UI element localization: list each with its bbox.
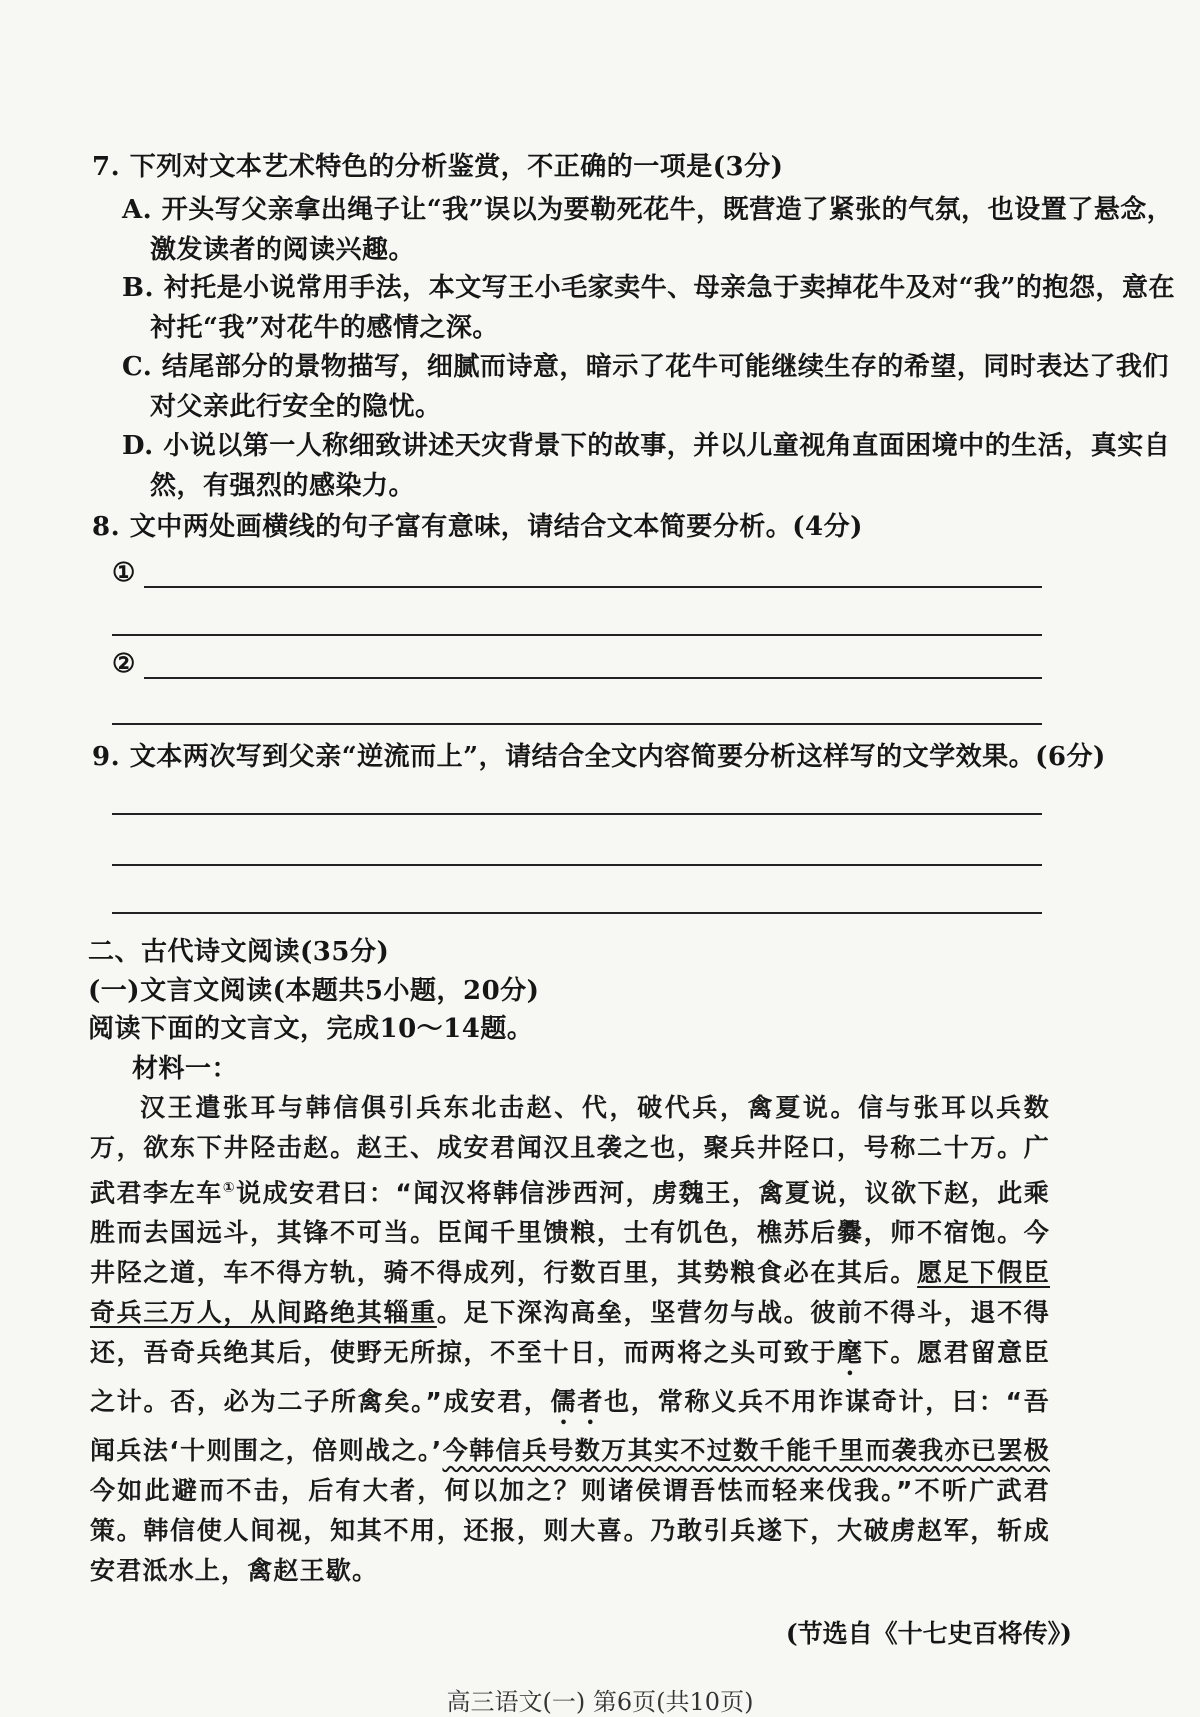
passage-text: 也，常称义兵不用诈谋奇计，曰：“吾闻兵法‘十则围之，倍则战之。’ [90,1387,1050,1466]
answer-rule [112,864,1042,866]
wavy-underlined-sentence: 今韩信兵号数万其实不过数千能千里而袭我亦已罢极 [442,1436,1050,1466]
answer-rule [144,677,1042,679]
q7-option-b-cont: 衬托“我”对花牛的感情之深。 [150,313,499,343]
q8-answer-line-3[interactable] [112,643,1042,683]
q8-answer-line-4[interactable] [112,689,1042,729]
dotted-word: 儒者 [550,1387,605,1417]
passage-text: 下。愿君留意臣之计。否，必为二子所禽矣。”成安君， [90,1338,1050,1417]
q9-answer-line-2[interactable] [112,830,1042,870]
q9-answer-line-3[interactable] [112,878,1042,918]
q7-option-d-cont: 然，有强烈的感染力。 [150,471,416,501]
underlined-sentence: 愿足下假臣奇兵三万人，从间路绝其辎重 [90,1258,1050,1328]
passage-paragraph [90,1088,1050,1591]
page-footer: 高三语文(一) 第6页(共10页) [446,1688,754,1716]
q8-answer-line-1[interactable] [112,552,1042,592]
answer-marker-1: ① [112,558,136,588]
answer-marker-2: ② [112,649,136,679]
answer-rule [112,813,1042,815]
footnote-marker: ① [222,1180,237,1196]
passage-text: 汉王遣张耳与韩信俱引兵东北击赵、代，破代兵，禽夏说。信与张耳以兵数万，欲东下井陉击赵。赵王、成安君闻汉且袭之也，聚兵井陉口，号称二十万。广武君李左车 [90,1093,1050,1208]
q8-stem: 8. 文中两处画横线的句子富有意味，请结合文本简要分析。(4分) [92,512,863,542]
q7-option-c-cont: 对父亲此行安全的隐忧。 [150,392,442,422]
q7-option-b: B. 衬托是小说常用手法，本文写王小毛家卖牛、母亲急于卖掉花牛及对“我”的抱怨，意在 [122,273,1175,303]
q9-stem: 9. 文本两次写到父亲“逆流而上”，请结合全文内容简要分析这样写的文学效果。(6分) [92,742,1106,772]
answer-rule [112,912,1042,914]
answer-rule [112,723,1042,725]
dotted-word: 麾 [837,1338,864,1368]
passage-text: 。足下深沟高垒，坚营勿与战。彼前不得斗，退不得还，吾奇兵绝其后，使野无所掠，不至十日，而两将之头可致于 [90,1298,1050,1368]
q7-stem: 7. 下列对文本艺术特色的分析鉴赏，不正确的一项是(3分) [92,152,784,182]
q8-answer-line-2[interactable] [112,600,1042,640]
q7-option-c: C. 结尾部分的景物描写，细腻而诗意，暗示了花牛可能继续生存的希望，同时表达了我们 [122,352,1169,382]
q7-option-a: A. 开头写父亲拿出绳子让“我”误以为要勒死花牛，既营造了紧张的气氛，也设置了悬念， [122,195,1174,225]
material-label: 材料一： [132,1054,239,1084]
passage-source: (节选自《十七史百将传》) [785,1619,1072,1648]
q7-option-d: D. 小说以第一人称细致讲述天灾背景下的故事，并以儿童视角直面困境中的生活，真实自 [122,431,1171,461]
q7-option-a-cont: 激发读者的阅读兴趣。 [150,235,416,265]
q9-answer-line-1[interactable] [112,779,1042,819]
section-title: 二、古代诗文阅读(35分) [88,937,390,967]
passage-text: 说成安君曰：“闻汉将韩信涉西河，虏魏王，禽夏说，议欲下赵，此乘胜而去国远斗，其锋不可当。臣闻千里馈粮，士有饥色，樵苏后爨，师不宿饱。今井陉之道，车不得方轨，骑不得成列，行数百里，其势粮食必在其后。 [90,1178,1050,1288]
passage-text: 今如此避而不击，后有大者，何以加之？则诸侯谓吾怯而轻来伐我。”不听广武君策。韩信使人间视，知其不用，还报，则大喜。乃敢引兵遂下，大破虏赵军，斩成安君泜水上，禽赵王歇。 [90,1476,1050,1586]
answer-rule [112,634,1042,636]
passage-instruction: 阅读下面的文言文，完成10～14题。 [88,1014,534,1044]
subsection-title: (一)文言文阅读(本题共5小题，20分) [88,976,540,1006]
classical-passage [90,1088,1050,1591]
answer-rule [144,586,1042,588]
